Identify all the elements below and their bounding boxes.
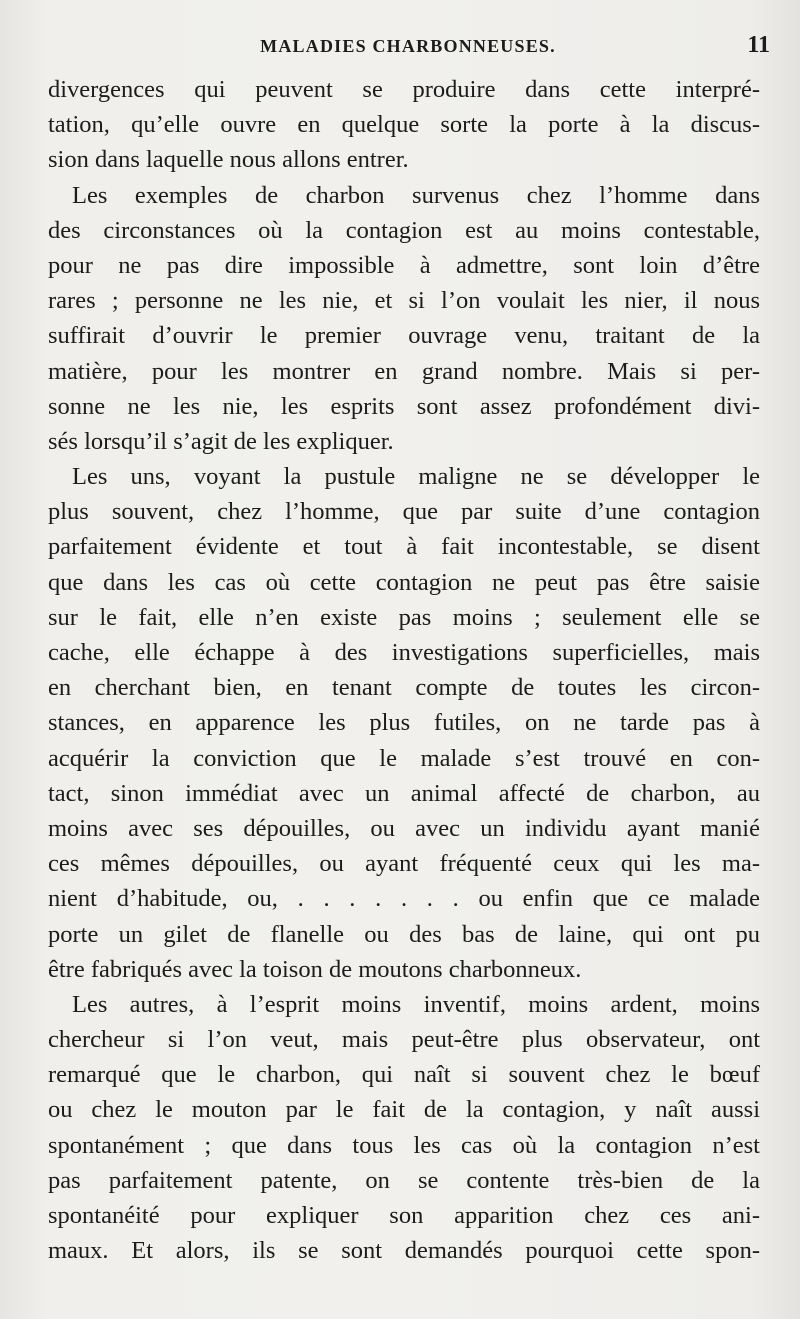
text-line: remarqué que le charbon, qui naît si souvent chez le bœuf: [48, 1061, 760, 1089]
text-line: plus souvent, chez l’homme, que par suite d’une contagion: [48, 498, 760, 526]
text-line: porte un gilet de flanelle ou des bas de laine, qui ont pu: [48, 920, 760, 948]
text-line: stances, en apparence les plus futiles, on ne tarde pas à: [48, 709, 760, 737]
text-line: Les autres, à l’esprit moins inventif, moins ardent, moins: [72, 990, 760, 1018]
text-line: ou chez le mouton par le fait de la contagion, y naît aussi: [48, 1096, 760, 1124]
text-line: suffirait d’ouvrir le premier ouvrage venu, traitant de la: [48, 322, 760, 350]
text-line: être fabriqués avec la toison de moutons charbonneux.: [48, 955, 582, 983]
text-line: pas parfaitement patente, on se contente très-bien de la: [48, 1166, 760, 1194]
text-line: sonne ne les nie, les esprits sont assez profondément divi-: [48, 392, 760, 420]
page-header: [48, 32, 768, 62]
text-line: ces mêmes dépouilles, ou ayant fréquenté ceux qui les ma-: [48, 850, 760, 878]
page-number: 11: [747, 32, 770, 58]
paragraph: [48, 178, 760, 460]
text-line: Les uns, voyant la pustule maligne ne se développer le: [72, 463, 760, 491]
text-line: que dans les cas où cette contagion ne peut pas être saisie: [48, 568, 760, 596]
paragraph: [48, 459, 760, 987]
text-line: moins avec ses dépouilles, ou avec un individu ayant manié: [48, 814, 760, 842]
text-line: cache, elle échappe à des investigations superficielles, mais: [48, 639, 760, 666]
paragraph: [48, 72, 760, 178]
text-line: divergences qui peuvent se produire dans cette interpré-: [48, 76, 760, 103]
text-line: rares ; personne ne les nie, et si l’on voulait les nier, il nous: [48, 287, 760, 315]
text-line: spontanéité pour expliquer son apparition chez ces ani-: [48, 1202, 760, 1229]
text-line: spontanément ; que dans tous les cas où la contagion n’est: [48, 1131, 760, 1159]
text-line: en cherchant bien, en tenant compte de toutes les circon-: [48, 674, 760, 702]
text-line: maux. Et alors, ils se sont demandés pourquoi cette spon-: [48, 1237, 760, 1265]
text-line: tact, sinon immédiat avec un animal affecté de charbon, au: [48, 779, 760, 807]
text-line: pour ne pas dire impossible à admettre, sont loin d’être: [48, 251, 760, 279]
text-line: acquérir la conviction que le malade s’est trouvé en con-: [48, 744, 760, 772]
text-line: chercheur si l’on veut, mais peut-être plus observateur, ont: [48, 1026, 760, 1054]
text-line: nient d’habitude, ou, . . . . . . . ou enfin que ce malade: [48, 885, 760, 913]
text-line: matière, pour les montrer en grand nombre. Mais si per-: [48, 357, 760, 385]
text-line: des circonstances où la contagion est au moins contestable,: [48, 216, 760, 244]
running-title: MALADIES CHARBONNEUSES.: [260, 36, 556, 56]
text-line: sés lorsqu’il s’agit de les expliquer.: [48, 427, 394, 455]
text-line: parfaitement évidente et tout à fait incontestable, se disent: [48, 533, 760, 561]
paragraph: [48, 987, 760, 1269]
text-line: Les exemples de charbon survenus chez l’homme dans: [72, 181, 760, 209]
text-line: sion dans laquelle nous allons entrer.: [48, 146, 409, 174]
text-line: sur le fait, elle n’en existe pas moins ; seulement elle se: [48, 603, 760, 631]
body-text: [48, 72, 760, 1268]
text-line: tation, qu’elle ouvre en quelque sorte la porte à la discus-: [48, 111, 760, 139]
